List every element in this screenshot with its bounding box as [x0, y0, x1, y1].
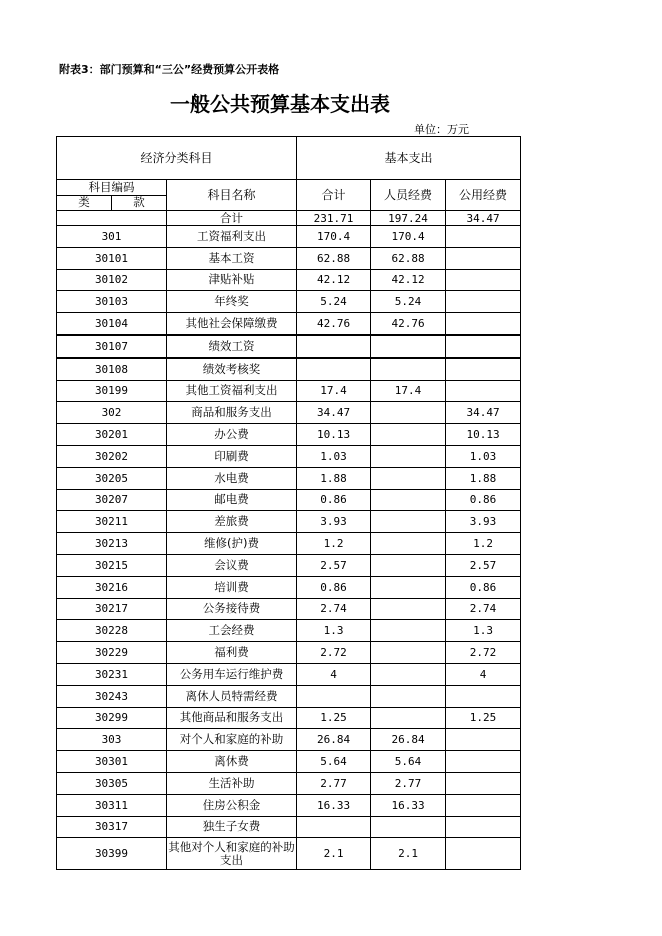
row-total [297, 358, 371, 380]
row-personnel: 62.88 [371, 247, 446, 269]
table-row [57, 533, 521, 555]
row-personnel [371, 576, 446, 598]
row-total: 2.72 [297, 642, 371, 664]
row-personnel: 170.4 [371, 226, 446, 248]
row-personnel [371, 445, 446, 467]
row-public [446, 358, 521, 380]
row-public: 1.88 [446, 467, 521, 489]
row-personnel [371, 358, 446, 380]
row-public [446, 380, 521, 402]
row-name: 培训费 [167, 576, 297, 598]
row-personnel: 5.24 [371, 291, 446, 313]
row-name: 独生子女费 [167, 816, 297, 838]
row-personnel: 2.77 [371, 772, 446, 794]
header-public: 公用经费 [446, 180, 521, 211]
row-code: 30205 [57, 467, 167, 489]
row-code: 301 [57, 226, 167, 248]
table-row [57, 707, 521, 729]
row-public [446, 313, 521, 335]
row-personnel: 42.76 [371, 313, 446, 335]
row-total: 2.74 [297, 598, 371, 620]
row-code: 30211 [57, 511, 167, 533]
row-personnel: 16.33 [371, 794, 446, 816]
row-total: 17.4 [297, 380, 371, 402]
row-name: 差旅费 [167, 511, 297, 533]
row-code: 30213 [57, 533, 167, 555]
row-code: 30228 [57, 620, 167, 642]
row-code: 30201 [57, 424, 167, 446]
row-name: 福利费 [167, 642, 297, 664]
row-personnel [371, 511, 446, 533]
row-total: 2.57 [297, 554, 371, 576]
row-public: 1.3 [446, 620, 521, 642]
row-name: 其他对个人和家庭的补助支出 [167, 838, 297, 870]
row-name: 其他商品和服务支出 [167, 707, 297, 729]
row-public [446, 751, 521, 773]
row-public [446, 226, 521, 248]
row-total: 170.4 [297, 226, 371, 248]
header-name: 科目名称 [167, 180, 297, 211]
row-public [446, 247, 521, 269]
table-row [57, 467, 521, 489]
row-total: 1.03 [297, 445, 371, 467]
header-econ-category: 经济分类科目 [57, 137, 297, 180]
row-personnel [371, 533, 446, 555]
row-public [446, 269, 521, 291]
row-personnel [371, 467, 446, 489]
table-row [57, 663, 521, 685]
header-basic-expense: 基本支出 [297, 137, 521, 180]
row-total: 16.33 [297, 794, 371, 816]
table-row [57, 269, 521, 291]
row-code: 30311 [57, 794, 167, 816]
table-row [57, 402, 521, 424]
row-personnel [371, 335, 446, 358]
row-code: 303 [57, 729, 167, 751]
row-total: 5.24 [297, 291, 371, 313]
row-public: 3.93 [446, 511, 521, 533]
row-name: 商品和服务支出 [167, 402, 297, 424]
row-name: 维修(护)费 [167, 533, 297, 555]
table-row [57, 751, 521, 773]
row-total: 1.3 [297, 620, 371, 642]
row-code: 30108 [57, 358, 167, 380]
row-personnel: 17.4 [371, 380, 446, 402]
row-total: 2.77 [297, 772, 371, 794]
row-total: 0.86 [297, 489, 371, 511]
table-row [57, 838, 521, 870]
row-personnel: 5.64 [371, 751, 446, 773]
header-personnel: 人员经费 [371, 180, 446, 211]
header-code: 科目编码 [57, 180, 166, 196]
table-row [57, 313, 521, 335]
row-name: 公务接待费 [167, 598, 297, 620]
row-name: 绩效考核奖 [167, 358, 297, 380]
table-row [57, 620, 521, 642]
row-public [446, 816, 521, 838]
row-personnel [371, 685, 446, 707]
row-public: 10.13 [446, 424, 521, 446]
table-row [57, 424, 521, 446]
total-row [57, 211, 521, 226]
row-total: 5.64 [297, 751, 371, 773]
row-name: 其他社会保障缴费 [167, 313, 297, 335]
table-row [57, 729, 521, 751]
row-code: 30103 [57, 291, 167, 313]
header-total: 合计 [297, 180, 371, 211]
row-personnel [371, 642, 446, 664]
row-name: 水电费 [167, 467, 297, 489]
row-name: 离休费 [167, 751, 297, 773]
row-public [446, 685, 521, 707]
row-public: 4 [446, 663, 521, 685]
row-public [446, 291, 521, 313]
row-code: 30199 [57, 380, 167, 402]
row-name: 会议费 [167, 554, 297, 576]
row-public: 2.74 [446, 598, 521, 620]
row-code: 30217 [57, 598, 167, 620]
row-code: 30202 [57, 445, 167, 467]
row-name: 绩效工资 [167, 335, 297, 358]
row-name: 离休人员特需经费 [167, 685, 297, 707]
row-total [297, 335, 371, 358]
row-total [297, 816, 371, 838]
row-name: 其他工资福利支出 [167, 380, 297, 402]
table-row [57, 772, 521, 794]
row-total: 42.76 [297, 313, 371, 335]
table-row [57, 554, 521, 576]
header-code-cell [57, 180, 167, 211]
row-code: 30305 [57, 772, 167, 794]
row-code: 30215 [57, 554, 167, 576]
row-public [446, 838, 521, 870]
row-personnel [371, 620, 446, 642]
page-title: 一般公共预算基本支出表 [170, 92, 390, 116]
row-code: 30107 [57, 335, 167, 358]
row-total: 42.12 [297, 269, 371, 291]
row-total: 34.47 [297, 402, 371, 424]
row-name: 公务用车运行维护费 [167, 663, 297, 685]
unit-label: 单位：万元 [414, 123, 469, 136]
header-kuan: 款 [133, 195, 145, 210]
table-row [57, 226, 521, 248]
total-personnel: 197.24 [371, 211, 446, 226]
row-public: 0.86 [446, 576, 521, 598]
row-public: 34.47 [446, 402, 521, 424]
table-caption: 附表3：部门预算和“三公”经费预算公开表格 [59, 63, 280, 76]
table-row [57, 489, 521, 511]
row-name: 生活补助 [167, 772, 297, 794]
table-row [57, 511, 521, 533]
row-public [446, 794, 521, 816]
row-code: 30317 [57, 816, 167, 838]
row-code: 30243 [57, 685, 167, 707]
table-row [57, 291, 521, 313]
row-code: 30216 [57, 576, 167, 598]
row-name: 对个人和家庭的补助 [167, 729, 297, 751]
row-total: 4 [297, 663, 371, 685]
total-code [57, 211, 167, 226]
row-name: 工会经费 [167, 620, 297, 642]
table-row [57, 380, 521, 402]
row-name: 基本工资 [167, 247, 297, 269]
row-personnel: 42.12 [371, 269, 446, 291]
row-public: 2.72 [446, 642, 521, 664]
row-personnel [371, 424, 446, 446]
row-code: 302 [57, 402, 167, 424]
row-name: 津贴补贴 [167, 269, 297, 291]
table-row [57, 358, 521, 380]
row-public: 1.2 [446, 533, 521, 555]
row-name: 工资福利支出 [167, 226, 297, 248]
row-personnel [371, 554, 446, 576]
row-name: 住房公积金 [167, 794, 297, 816]
row-total: 1.25 [297, 707, 371, 729]
row-total: 1.2 [297, 533, 371, 555]
row-personnel [371, 816, 446, 838]
row-name: 办公费 [167, 424, 297, 446]
table-row [57, 816, 521, 838]
row-code: 30229 [57, 642, 167, 664]
row-total: 62.88 [297, 247, 371, 269]
row-name: 印刷费 [167, 445, 297, 467]
row-public [446, 335, 521, 358]
table-row [57, 794, 521, 816]
row-public: 0.86 [446, 489, 521, 511]
row-personnel: 26.84 [371, 729, 446, 751]
row-personnel [371, 598, 446, 620]
table-row [57, 642, 521, 664]
row-personnel: 2.1 [371, 838, 446, 870]
row-code: 30101 [57, 247, 167, 269]
row-code: 30299 [57, 707, 167, 729]
row-total: 1.88 [297, 467, 371, 489]
row-name: 邮电费 [167, 489, 297, 511]
row-total: 3.93 [297, 511, 371, 533]
total-name: 合计 [167, 211, 297, 226]
row-total [297, 685, 371, 707]
row-public [446, 772, 521, 794]
row-public [446, 729, 521, 751]
row-personnel [371, 707, 446, 729]
row-total: 26.84 [297, 729, 371, 751]
header-lei: 类 [57, 196, 112, 211]
table-row [57, 247, 521, 269]
total-total: 231.71 [297, 211, 371, 226]
total-public: 34.47 [446, 211, 521, 226]
row-name: 年终奖 [167, 291, 297, 313]
row-code: 30104 [57, 313, 167, 335]
table-row [57, 576, 521, 598]
row-code: 30207 [57, 489, 167, 511]
row-total: 2.1 [297, 838, 371, 870]
row-code: 30231 [57, 663, 167, 685]
row-personnel [371, 402, 446, 424]
row-public: 1.25 [446, 707, 521, 729]
row-public: 2.57 [446, 554, 521, 576]
budget-table [56, 136, 521, 870]
table-row [57, 598, 521, 620]
row-code: 30399 [57, 838, 167, 870]
row-personnel [371, 489, 446, 511]
table-row [57, 445, 521, 467]
row-personnel [371, 663, 446, 685]
table-row [57, 335, 521, 358]
row-code: 30102 [57, 269, 167, 291]
row-total: 0.86 [297, 576, 371, 598]
row-code: 30301 [57, 751, 167, 773]
table-row [57, 685, 521, 707]
row-total: 10.13 [297, 424, 371, 446]
row-public: 1.03 [446, 445, 521, 467]
